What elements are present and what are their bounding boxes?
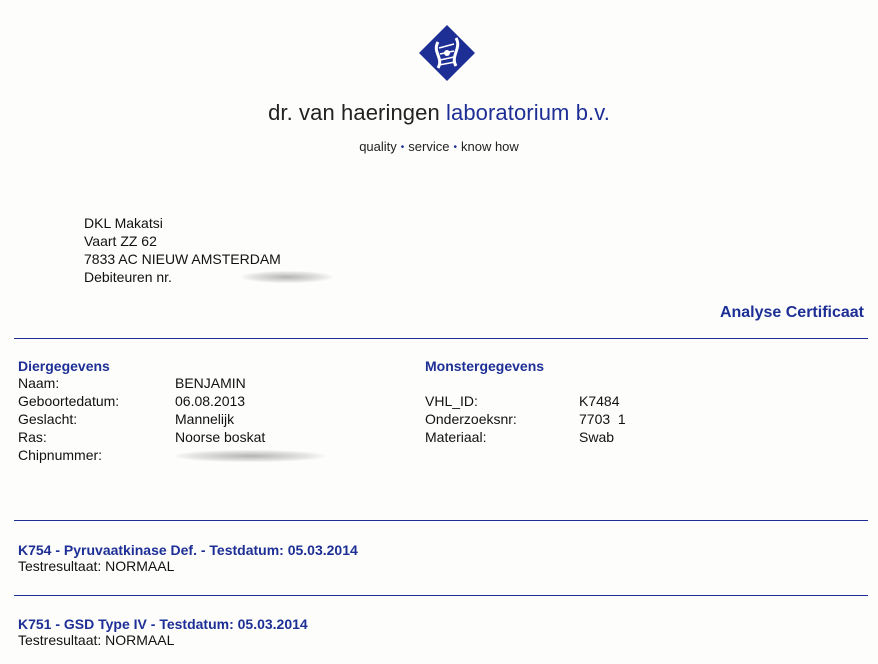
redacted-debtor-number [242, 271, 332, 283]
tagline-item: service [408, 139, 450, 154]
debtor-label: Debiteuren nr. [84, 269, 172, 285]
bullet-icon: • [400, 142, 405, 153]
field-value: K7484 [579, 393, 620, 409]
animal-data-heading: Diergegevens [18, 358, 110, 374]
recipient-address [84, 214, 332, 286]
address-city: 7833 AC NIEUW AMSTERDAM [84, 251, 281, 267]
field-row [18, 446, 325, 464]
field-label: Chipnummer: [18, 447, 103, 463]
divider [14, 520, 868, 521]
field-label: Ras: [18, 429, 47, 445]
animal-fields [18, 374, 325, 464]
field-label: Geboortedatum: [18, 393, 120, 409]
dna-diamond-icon [418, 24, 476, 82]
certificate-title: Analyse Certificaat [719, 304, 864, 321]
lab-name-part2: laboratorium b.v. [446, 100, 610, 125]
sample-fields [425, 392, 626, 446]
divider [14, 595, 868, 596]
field-value: BENJAMIN [175, 375, 246, 391]
field-value: Noorse boskat [175, 429, 266, 445]
redacted-chip-number [175, 450, 325, 462]
lab-name-part1: dr. van haeringen [268, 100, 446, 125]
field-row [425, 428, 626, 446]
test-result-block [18, 542, 358, 574]
field-row [18, 392, 325, 410]
field-label: Geslacht: [18, 411, 78, 427]
test-result: Testresultaat: NORMAAL [18, 558, 175, 574]
field-value: Mannelijk [175, 411, 235, 427]
field-row [425, 392, 626, 410]
field-value: Swab [579, 429, 615, 445]
field-label: VHL_ID: [425, 393, 478, 409]
address-name: DKL Makatsi [84, 215, 163, 231]
debtor-number-row [84, 268, 332, 286]
divider [14, 338, 868, 339]
tagline-item: know how [460, 139, 519, 154]
test-result-block [18, 616, 308, 648]
animal-data-section [18, 358, 325, 464]
field-label: Naam: [18, 375, 60, 391]
field-value: 06.08.2013 [175, 393, 246, 409]
lab-name [0, 100, 878, 126]
field-label: Onderzoeksnr: [425, 411, 517, 427]
test-title: K754 - Pyruvaatkinase Def. - Testdatum: 05.03.2014 [18, 542, 358, 558]
sample-data-heading: Monstergegevens [425, 358, 545, 374]
test-title: K751 - GSD Type IV - Testdatum: 05.03.2014 [18, 616, 308, 632]
field-row [425, 410, 626, 428]
tagline-item: quality [359, 139, 397, 154]
field-value: 7703 1 [579, 411, 626, 427]
field-label: Materiaal: [425, 429, 487, 445]
test-result: Testresultaat: NORMAAL [18, 632, 175, 648]
field-row [18, 374, 325, 392]
field-row [18, 428, 325, 446]
sample-data-section [425, 358, 626, 446]
lab-tagline [0, 139, 878, 154]
field-row [18, 410, 325, 428]
bullet-icon: • [453, 142, 457, 153]
address-street: Vaart ZZ 62 [84, 233, 157, 249]
